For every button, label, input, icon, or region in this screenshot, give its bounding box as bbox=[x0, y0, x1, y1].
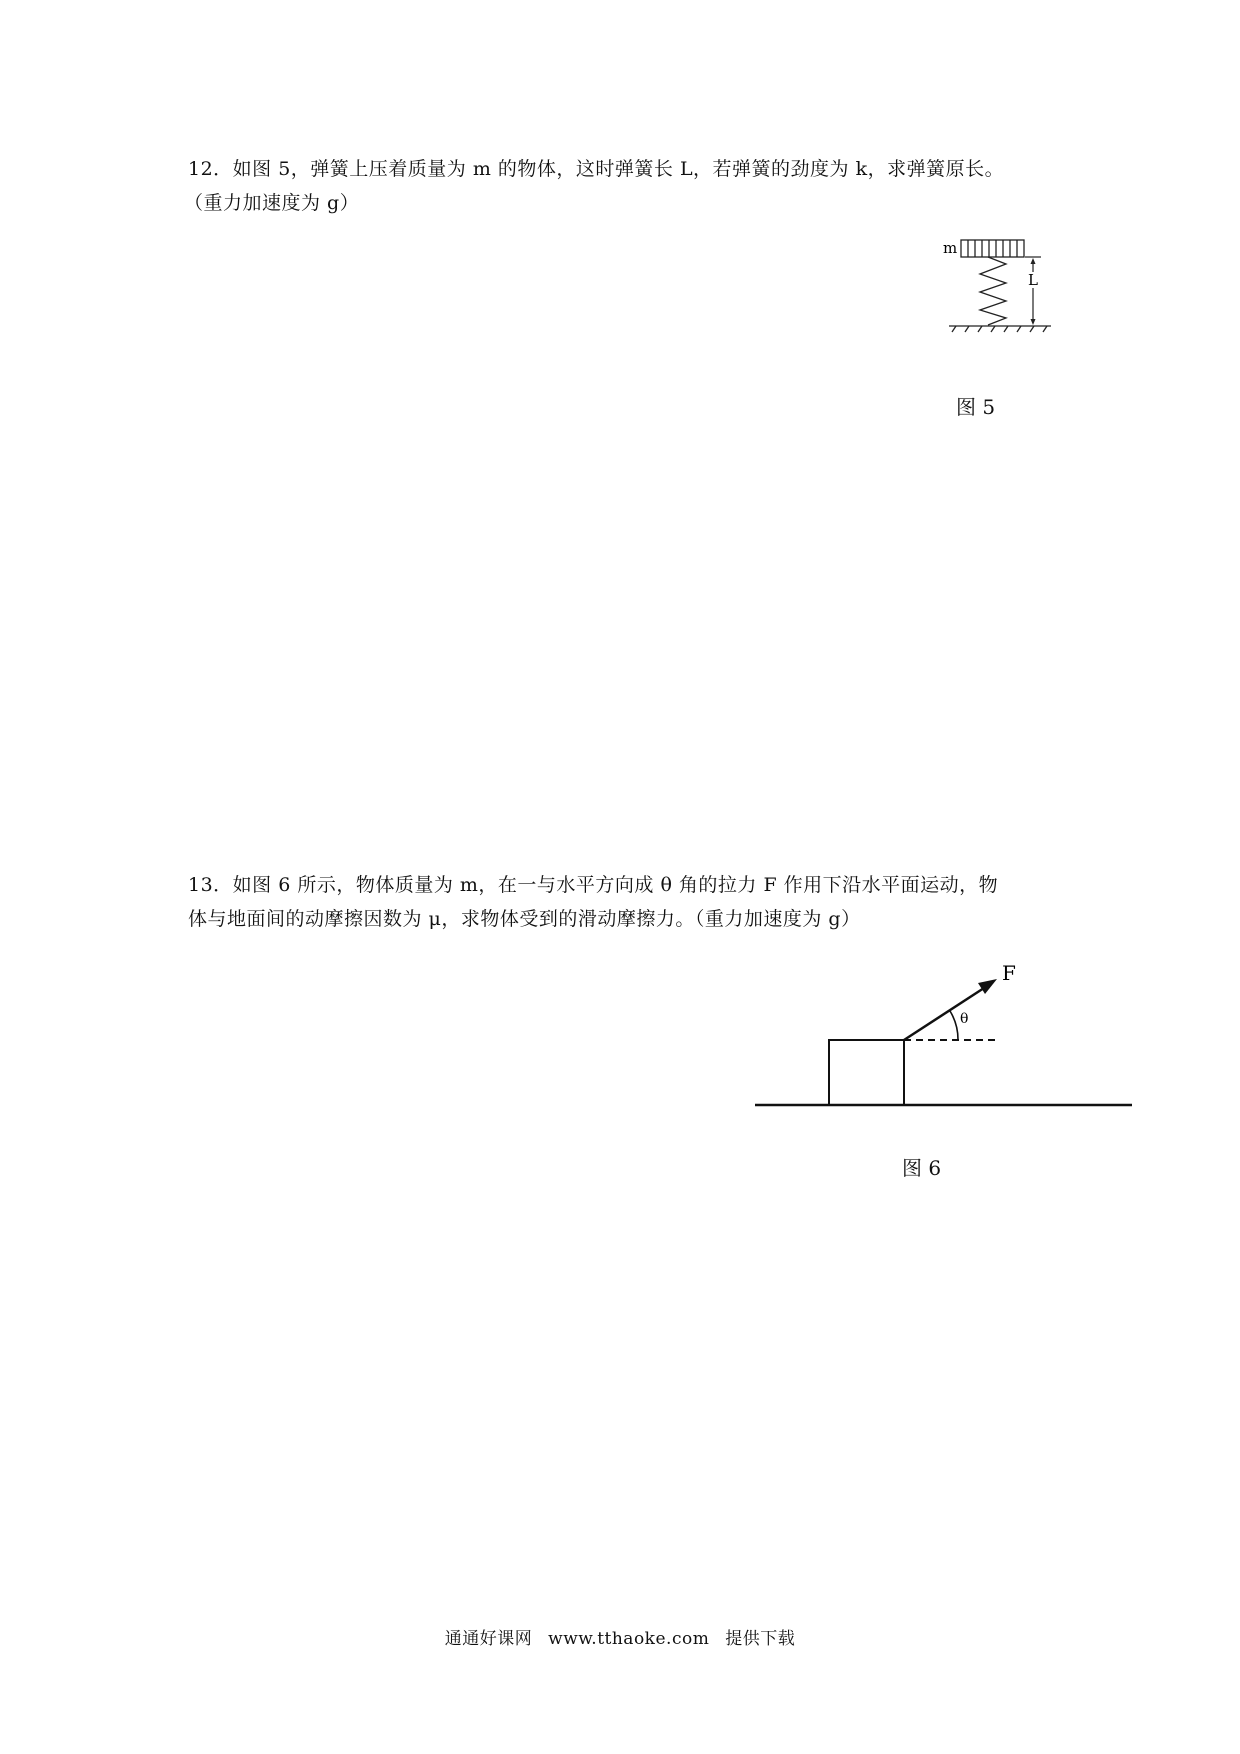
figure-6-force-diagram bbox=[740, 950, 1140, 1120]
length-dimension-arrow bbox=[1025, 257, 1041, 325]
figure-5-spring-diagram bbox=[940, 230, 1060, 350]
footer-note: 提供下载 bbox=[725, 1629, 796, 1649]
question-13-text-line-1: 13．如图 6 所示，物体质量为 m，在一与水平方向成 θ 角的拉力 F 作用下沿水平面运动，物 bbox=[188, 874, 999, 896]
angle-label: θ bbox=[960, 1011, 969, 1027]
block bbox=[829, 1040, 904, 1105]
question-12-text-line-2: （重力加速度为 g） bbox=[184, 192, 360, 214]
page-footer bbox=[0, 1624, 1240, 1649]
footer-url-link[interactable]: www.tthaoke.com bbox=[548, 1629, 710, 1649]
force-arrow-shaft bbox=[904, 988, 984, 1040]
length-label: L bbox=[1028, 271, 1038, 289]
angle-arc bbox=[950, 1011, 958, 1040]
force-label: F bbox=[1002, 961, 1016, 985]
footer-site-name: 通通好课网 bbox=[444, 1629, 533, 1649]
question-13-text-line-2: 体与地面间的动摩擦因数为 μ，求物体受到的滑动摩擦力。（重力加速度为 g） bbox=[188, 908, 861, 930]
figure-6-caption: 图 6 bbox=[902, 1156, 942, 1180]
figure-5-caption: 图 5 bbox=[956, 395, 996, 419]
mass-block bbox=[961, 240, 1024, 257]
force-arrow-head bbox=[978, 979, 997, 994]
mass-label: m bbox=[943, 239, 958, 257]
spring bbox=[980, 257, 1006, 325]
ground bbox=[949, 326, 1051, 332]
question-12-text-line-1: 12．如图 5，弹簧上压着质量为 m 的物体，这时弹簧长 L，若弹簧的劲度为 k，求弹簧原长。 bbox=[188, 158, 1005, 180]
